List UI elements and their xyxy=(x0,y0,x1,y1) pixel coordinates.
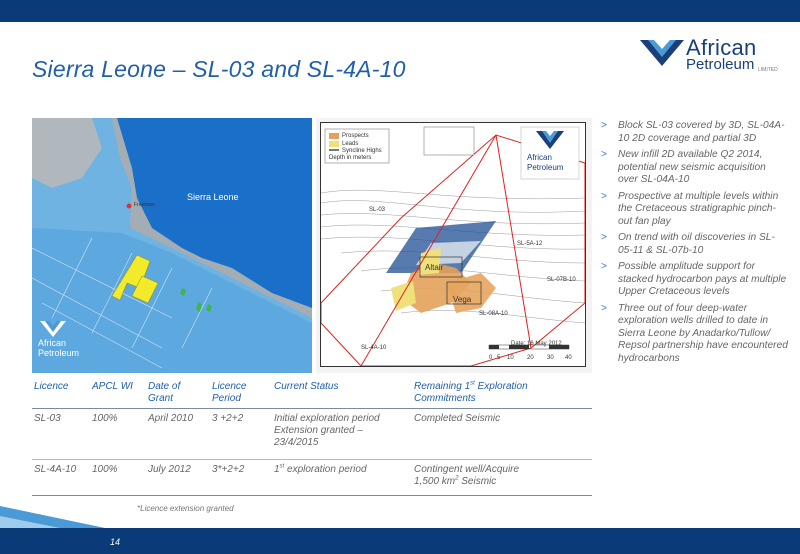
header-licence-period: Licence Period xyxy=(212,381,247,404)
table-footnote: *Licence extension granted xyxy=(137,504,234,513)
cell-status: Initial exploration period Extension granted – 23/4/2015 xyxy=(274,413,380,448)
table-row xyxy=(32,409,592,460)
key-points-list xyxy=(598,120,788,369)
map-logo-african: African xyxy=(527,153,552,162)
sierra-leone-location-map xyxy=(32,118,312,373)
legend-prospects: Prospects xyxy=(342,133,369,139)
bullet-text: Block SL-03 covered by 3D, SL-04A-10 2D coverage and partial 3D xyxy=(618,120,785,144)
block-label-sl5a12: SL-5A-12 xyxy=(517,241,543,247)
page-number: 14 xyxy=(110,537,121,547)
bullet-text: On trend with oil discoveries in SL-05-11 & SL-07b-10 xyxy=(618,232,775,256)
licence-table xyxy=(32,374,592,496)
chevron-right-icon: > xyxy=(601,149,607,160)
scale-tick: 40 xyxy=(565,355,572,361)
cell-date: July 2012 xyxy=(148,464,191,475)
logo-word-petroleum: Petroleum xyxy=(686,56,755,73)
header-remaining-commitments: Remaining 1st Exploration Commitments xyxy=(414,380,528,404)
scale-tick: 20 xyxy=(527,355,534,361)
prospect-vega-label: Vega xyxy=(453,295,472,304)
legend-leads: Leads xyxy=(342,141,359,147)
map-logo-petroleum: Petroleum xyxy=(38,348,80,358)
cell-commitments: Contingent well/Acquire 1,500 $km^2$ Seismic xyxy=(414,464,520,487)
cell-apcl: 100% xyxy=(92,413,118,424)
cell-licence: SL-03 xyxy=(34,413,61,424)
bullet-text: Possible amplitude support for stacked hydrocarbon pays at multiple Upper Cretaceous levels xyxy=(618,261,787,297)
header-apcl-wi: APCL WI xyxy=(92,381,133,392)
block-label-sl4a10: SL-4A-10 xyxy=(361,345,387,351)
bullet-text: Prospective at multiple levels within the Cretaceous stratigraphic pinch-out fan play xyxy=(618,190,779,227)
scale-tick: 30 xyxy=(547,355,554,361)
cell-status: 1st exploration period xyxy=(274,463,367,475)
logo-word-african: African xyxy=(686,35,757,60)
cell-apcl: 100% xyxy=(92,464,118,475)
block-label-sl08a10: SL-08A-10 xyxy=(479,311,508,317)
scale-tick: 10 xyxy=(507,355,514,361)
footer-accent-light xyxy=(0,516,60,528)
block-map-frame xyxy=(320,122,586,367)
location-map-graphic xyxy=(32,118,312,373)
bullet-item xyxy=(598,261,788,299)
country-label: Sierra Leone xyxy=(187,192,239,202)
map-logo-petroleum: Petroleum xyxy=(527,163,564,172)
map-date: Date: 16 May 2012 xyxy=(511,341,562,347)
scale-tick: 5 xyxy=(497,355,501,361)
cell-date: April 2010 xyxy=(148,413,194,424)
block-label-sl07b10: SL-07B-10 xyxy=(547,277,576,283)
chevron-right-icon: > xyxy=(601,261,607,272)
cell-commitments: Completed Seismic xyxy=(414,413,501,424)
legend-syncline: Syncline Highs xyxy=(342,148,382,154)
logo-chevron-icon xyxy=(640,38,684,70)
logo-ltd: LIMITED xyxy=(758,67,778,73)
bullet-item xyxy=(598,191,788,229)
cell-period: 3 +2+2 xyxy=(212,413,244,424)
bullet-item xyxy=(598,120,788,145)
bullet-item xyxy=(598,303,788,366)
chevron-right-icon: > xyxy=(601,190,607,202)
bullet-text: Three out of four deep-water exploration wells drilled to date in Sierra Leone by Anadarko/Tullow/ Repsol partnership have encountered hydrocarbons xyxy=(618,302,788,364)
top-banner xyxy=(0,0,800,22)
city-label: Freetown xyxy=(134,202,155,208)
legend-depth: Depth in meters xyxy=(329,155,372,161)
header-date-of-grant: Date of Grant xyxy=(148,381,181,404)
chevron-right-icon: > xyxy=(601,120,607,131)
chevron-right-icon: > xyxy=(601,302,607,314)
table-header-row xyxy=(32,374,592,409)
block-detail-map xyxy=(316,118,592,373)
prospect-altair-label: Altair xyxy=(425,263,444,272)
scale-tick: 0 xyxy=(489,355,493,361)
header-licence: Licence xyxy=(34,381,69,392)
company-logo xyxy=(640,34,790,74)
table-row xyxy=(32,460,592,496)
chevron-right-icon: > xyxy=(601,232,607,243)
map-logo-african: African xyxy=(38,338,67,348)
bullet-item xyxy=(598,232,788,257)
cell-period: 3*+2+2 xyxy=(212,464,245,475)
block-label-sl03: SL-03 xyxy=(369,207,386,213)
bullet-text: New infill 2D available Q2 2014, potential new seismic acquisition over SL-04A-10 xyxy=(618,149,766,185)
bullet-item xyxy=(598,149,788,187)
page-title: Sierra Leone – SL-03 and SL-4A-10 xyxy=(32,56,406,82)
header-current-status: Current Status xyxy=(274,381,339,392)
cell-licence: SL-4A-10 xyxy=(34,464,77,475)
